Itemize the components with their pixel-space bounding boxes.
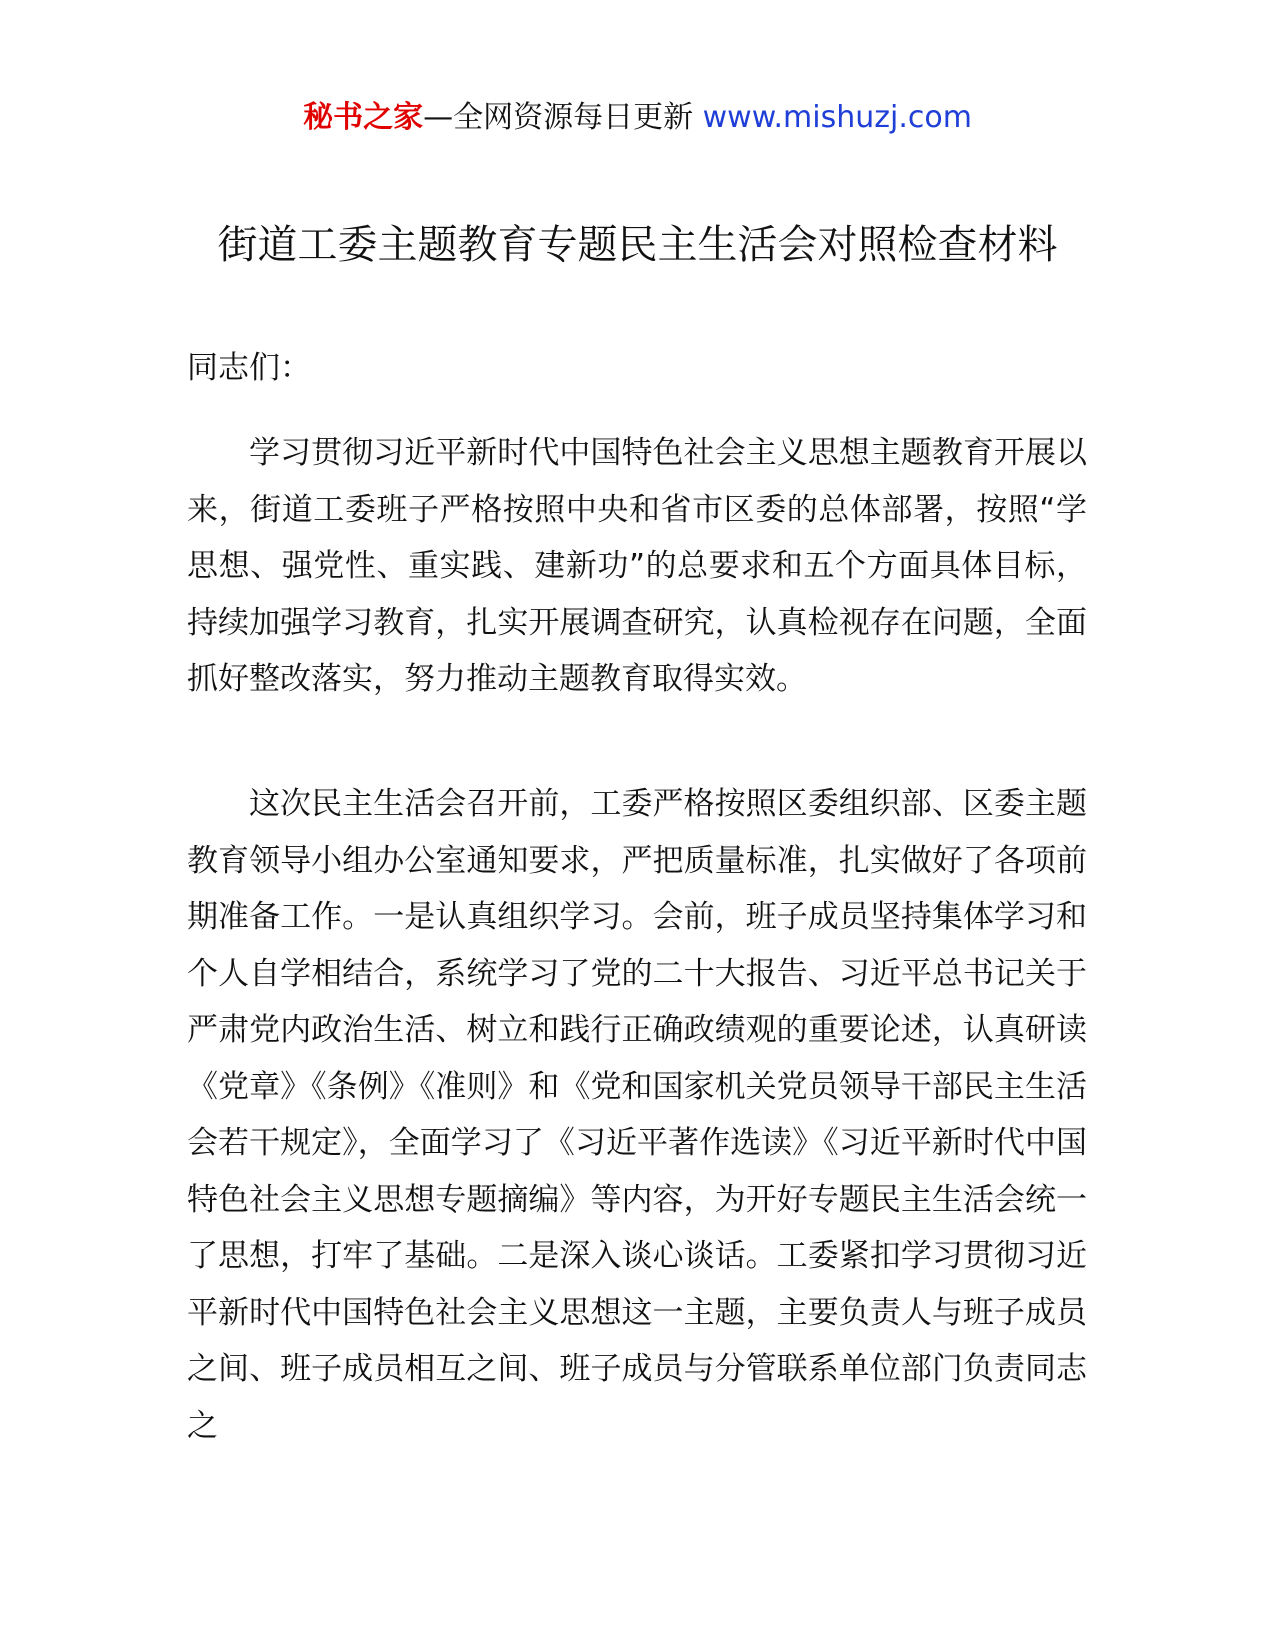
site-header <box>0 98 1275 138</box>
body-paragraph: 这次民主生活会召开前，工委严格按照区委组织部、区委主题教育领导小组办公室通知要求，严把质量标准，扎实做好了各项前期准备工作。一是认真组织学习。会前，班子成员坚持集体学习和个人自学相结合，系统学习了党的二十大报告、习近平总书记关于严肃党内政治生活、树立和践行正确政绩观的重要论述，认真研读《党章》《条例》《准则》和《党和国家机关党员领导干部民主生活会若干规定》，全面学习了《习近平著作选读》《习近平新时代中国特色社会主义思想专题摘编》等内容，为开好专题民主生活会统一了思想，打牢了基础。二是深入谈心谈话。工委紧扣学习贯彻习近平新时代中国特色社会主义思想这一主题，主要负责人与班子成员之间、班子成员相互之间、班子成员与分管联系单位部门负责同志之 <box>187 786 1087 1444</box>
header-tagline: —全网资源每日更新 <box>423 100 694 135</box>
brand-name: 秘书之家 <box>303 100 424 135</box>
document-title: 街道工委主题教育专题民主生活会对照检查材料 <box>217 222 1058 268</box>
site-url-link[interactable]: www.mishuzj.com <box>702 100 972 135</box>
salutation: 同志们： <box>187 350 311 386</box>
body-paragraph: 学习贯彻习近平新时代中国特色社会主义思想主题教育开展以来，街道工委班子严格按照中央和省市区委的总体部署，按照“学思想、强党性、重实践、建新功”的总要求和五个方面具体目标，持续加强学习教育，扎实开展调查研究，认真检视存在问题，全面抓好整改落实，努力推动主题教育取得实效。 <box>187 435 1087 697</box>
